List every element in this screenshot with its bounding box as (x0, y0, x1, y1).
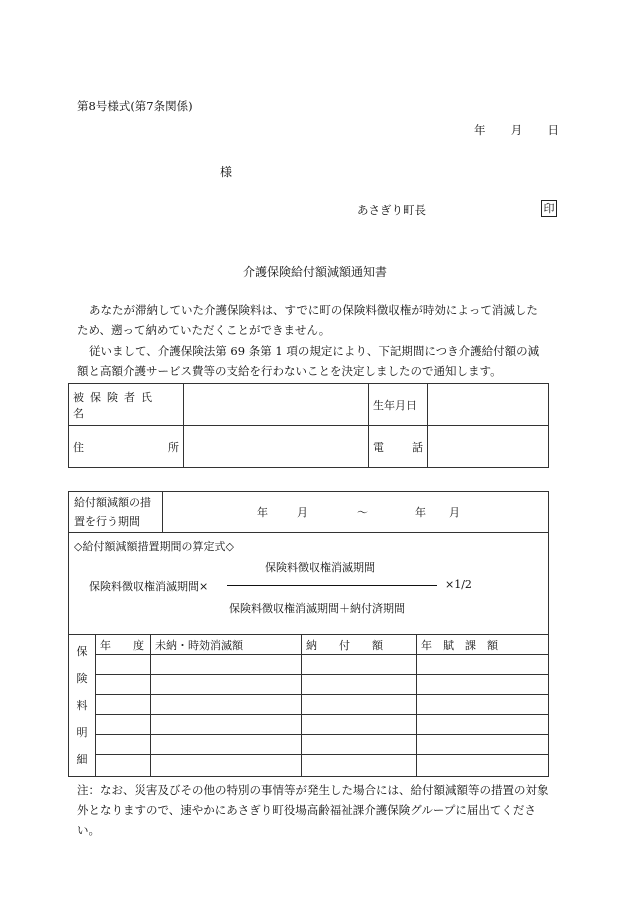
table-cell[interactable] (417, 675, 549, 695)
insured-info-table (68, 383, 549, 468)
side-char-5: 細 (76, 753, 88, 766)
address-label-2: 所 (168, 440, 179, 454)
fraction-bar (227, 585, 437, 586)
table-row (69, 715, 549, 735)
formula-left-term: 保険料徴収権消滅期間× (89, 580, 209, 593)
name-label-cell (69, 384, 184, 426)
table-cell[interactable] (151, 735, 302, 755)
phone-label-2: 話 (412, 440, 423, 454)
table-cell[interactable] (302, 655, 417, 675)
issuer-name: あさぎり町長 (357, 203, 426, 217)
table-cell[interactable] (417, 735, 549, 755)
period-range-field[interactable] (163, 492, 549, 533)
period-to-year: 年 (415, 506, 426, 519)
address-label-cell (69, 426, 184, 468)
table-cell[interactable] (151, 655, 302, 675)
table-cell[interactable] (302, 735, 417, 755)
table-cell[interactable] (302, 675, 417, 695)
period-label-line1: 給付額減額の措 (74, 496, 151, 509)
table-cell[interactable] (151, 675, 302, 695)
table-row (69, 655, 549, 675)
table-cell[interactable] (151, 695, 302, 715)
table-row (69, 755, 549, 777)
formula-heading: ◇給付額減額措置期間の算定式◇ (74, 540, 234, 553)
header-paid-amount: 納 付 額 (302, 635, 417, 655)
header-fiscal-year: 年 度 (96, 635, 151, 655)
address-field[interactable] (184, 426, 369, 468)
formula-numerator: 保険料徴収権消滅期間 (265, 561, 375, 574)
header-unpaid-amount: 未納・時効消滅額 (151, 635, 302, 655)
table-cell[interactable] (96, 755, 151, 777)
formula-section (68, 532, 549, 634)
table-cell[interactable] (417, 655, 549, 675)
side-char-2: 険 (76, 672, 88, 685)
table-cell[interactable] (96, 735, 151, 755)
period-label-cell (69, 492, 163, 533)
premium-detail-table (68, 634, 549, 777)
table-row (69, 675, 549, 695)
table-cell[interactable] (96, 695, 151, 715)
table-cell[interactable] (417, 755, 549, 777)
table-cell[interactable] (151, 715, 302, 735)
side-char-1: 保 (76, 645, 88, 658)
table-cell[interactable] (302, 715, 417, 735)
phone-field[interactable] (428, 426, 549, 468)
date-month-label: 月 (510, 123, 523, 137)
period-from-year: 年 (257, 506, 268, 519)
addressee-suffix: 様 (220, 165, 233, 179)
formula-right-term: ×1/2 (445, 578, 472, 591)
birthdate-label: 生年月日 (373, 398, 417, 412)
document-title: 介護保険給付額減額通知書 (242, 265, 387, 279)
date-year-label: 年 (474, 123, 486, 137)
phone-label-1: 電 (373, 440, 384, 454)
insured-name-label: 被保険者氏名 (73, 390, 158, 420)
side-char-4: 明 (76, 726, 88, 739)
birthdate-field[interactable] (428, 384, 549, 426)
table-cell[interactable] (151, 755, 302, 777)
table-cell[interactable] (96, 715, 151, 735)
table-cell[interactable] (96, 655, 151, 675)
seal-mark: 印 (541, 200, 557, 217)
period-tilde: 〜 (357, 506, 368, 519)
side-char-3: 料 (76, 699, 88, 712)
table-row (69, 735, 549, 755)
table-cell[interactable] (417, 715, 549, 735)
table-cell[interactable] (302, 755, 417, 777)
paragraph-2: 従いまして、介護保険法第 69 条第 1 項の規定により、下記期間につき介護給付額の減額と高額介護サービス費等の支給を行わないことを決定しましたので通知します。 (77, 344, 540, 378)
paragraph-1: あなたが滞納していた介護保険料は、すでに町の保険料徴収権が時効によって消滅したため、遡って納めていただくことができません。 (77, 303, 538, 337)
address-label-1: 住 (73, 440, 84, 454)
table-cell[interactable] (96, 675, 151, 695)
form-number: 第8号様式(第7条関係) (77, 99, 193, 113)
period-from-month: 月 (297, 506, 308, 519)
reduction-period-table (68, 491, 549, 533)
period-to-month: 月 (449, 506, 460, 519)
header-annual-levy: 年 賦 課 額 (417, 635, 549, 655)
insured-name-field[interactable] (184, 384, 369, 426)
table-cell[interactable] (417, 695, 549, 715)
date-day-label: 日 (547, 123, 559, 137)
birth-label-cell (369, 384, 428, 426)
period-label-line2: 置を行う期間 (74, 515, 140, 528)
formula-denominator: 保険料徴収権消滅期間＋納付済期間 (229, 602, 405, 615)
phone-label-cell (369, 426, 428, 468)
footnote: 注：なお、災害及びその他の特別の事情等が発生した場合には、給付額減額等の措置の対象外となりますので、速やかにあさぎり町役場高齢福祉課介護保険グループに届出てください。 (77, 783, 549, 837)
premium-detail-side-label (69, 635, 96, 777)
table-row (69, 695, 549, 715)
table-cell[interactable] (302, 695, 417, 715)
issue-date (474, 122, 559, 138)
